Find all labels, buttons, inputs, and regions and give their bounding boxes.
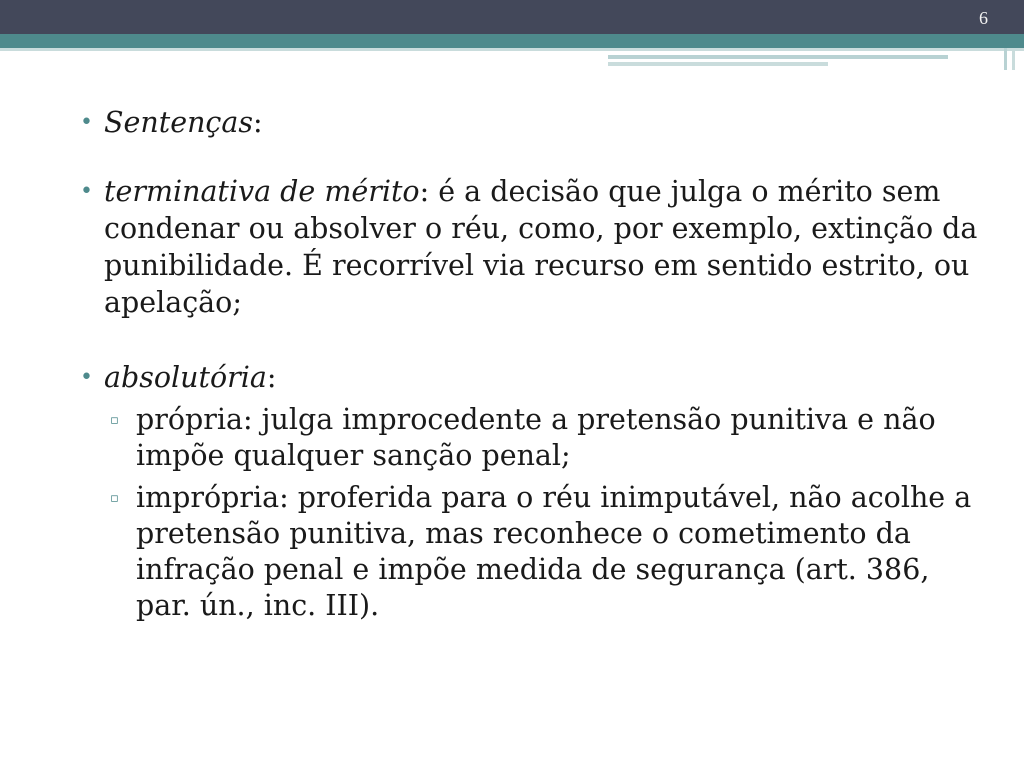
slide-body [80, 104, 980, 630]
bullet-text: : é a decisão que julga o mérito sem condenar ou absolver o réu, como, por exemplo, extinção da punibilidade. É recorrível via recurso em sentido estrito, ou apelação; [104, 175, 978, 319]
bullet-absolutoria [80, 359, 980, 396]
bullet-text: : [266, 361, 277, 394]
square-bullet-icon: ▫ [110, 491, 119, 506]
bullet-sentencas [80, 104, 980, 141]
sub-bullet-impropria [80, 480, 980, 624]
bullet-term: terminativa de mérito [104, 175, 420, 208]
sub-bullet-propria [80, 402, 980, 474]
bullet-dot-icon: • [80, 110, 93, 135]
header-stripe-shorter [608, 62, 828, 66]
header-stripe-short [608, 55, 948, 59]
bullet-dot-icon: • [80, 179, 93, 204]
bullet-term: absolutória [104, 361, 267, 394]
square-bullet-icon: ▫ [110, 413, 119, 428]
page-number: 6 [979, 8, 988, 28]
bullet-text: : [253, 106, 263, 139]
sub-bullet-text: própria: julga improcedente a pretensão punitiva e não impõe qualquer sanção penal; [136, 403, 936, 472]
header-stripe [0, 48, 1024, 51]
header-band-dark [0, 0, 1024, 34]
sub-bullet-text: imprópria: proferida para o réu inimputável, não acolhe a pretensão punitiva, mas reconhece o cometimento da infração penal e impõe medida de segurança (art. 386, par. ún., inc. III). [136, 481, 972, 622]
bullet-term: Sentenças [104, 106, 253, 139]
bullet-dot-icon: • [80, 365, 93, 390]
bullet-terminativa [80, 173, 980, 321]
header-vertical-stripe [1004, 48, 1007, 70]
header-vertical-stripe-2 [1012, 48, 1015, 70]
header-band-teal [0, 34, 1024, 48]
